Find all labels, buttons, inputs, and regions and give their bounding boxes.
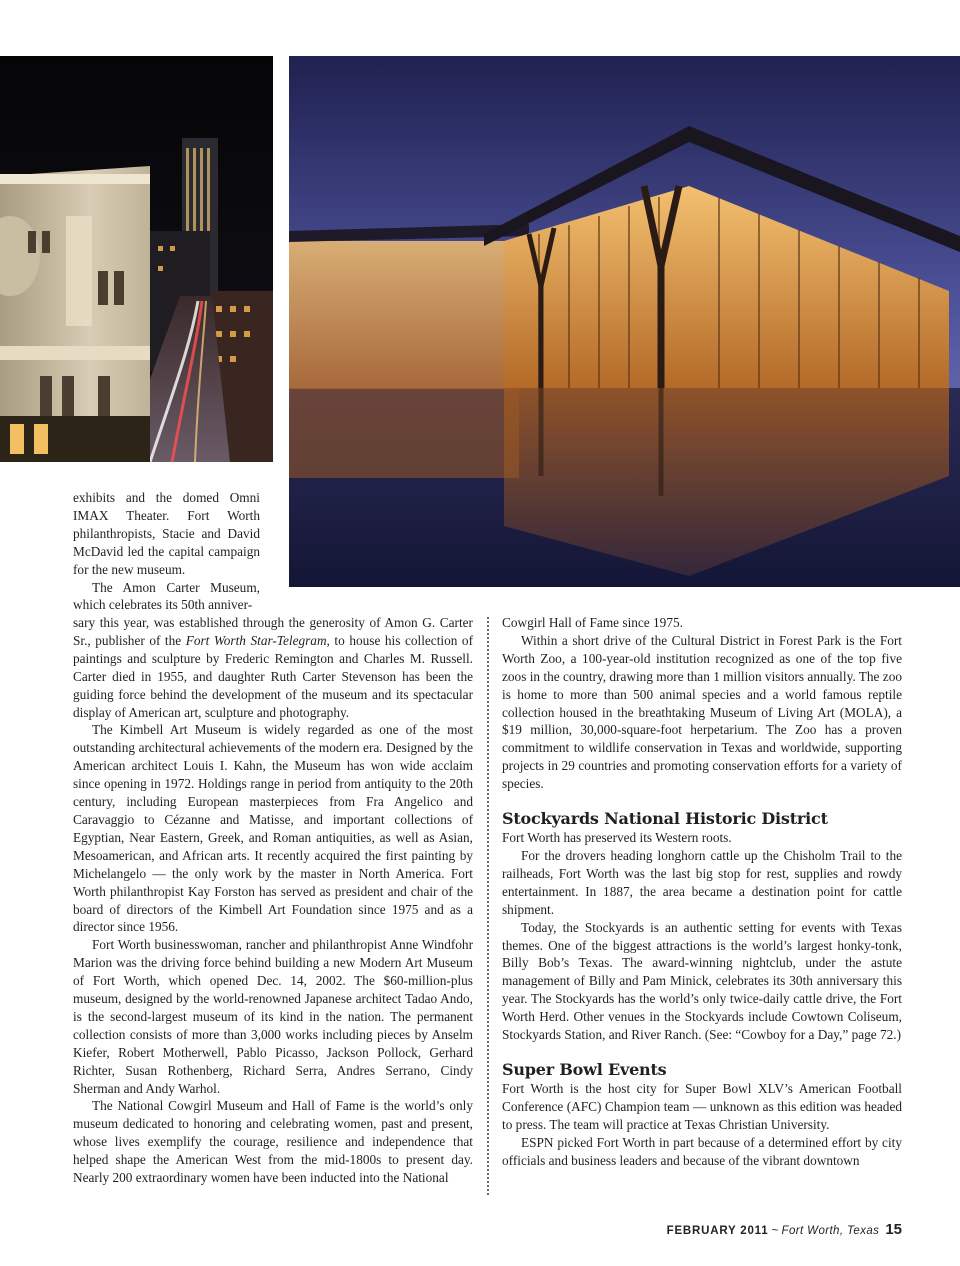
museum-image: [289, 56, 960, 587]
paragraph: Cowgirl Hall of Fame since 1975.: [502, 615, 683, 630]
paragraph: The Amon Carter Museum, which celebrates its 50th anniver-: [73, 579, 260, 613]
paragraph: For the drovers heading longhorn cattle up the Chisholm Trail to the railheads, Fort Worth was the last big stop for rest, supplies and rowdy entertainment. In 1887, the area became a destination point for cattle shipment.: [502, 847, 902, 917]
text-run: to house his collection of paintings and sculpture by Frederic Remington and Charles M. Russell. Carter died in 1955, and daughter Ruth Carter Stevenson has been the guiding force behind the development of the museum and its spectacular display of American art, sculpture and photography.: [73, 632, 473, 720]
section-heading-super-bowl: Super Bowl Events: [502, 1059, 667, 1079]
left-column: [73, 614, 473, 1187]
paragraph: ESPN picked Fort Worth in part because of a determined effort by city officials and business leaders and because of the vibrant downtown: [502, 1134, 902, 1168]
city-night-image: [0, 56, 273, 462]
text-run: sary this year, was established through the generosity of Amon G. Carter Sr., publisher of the: [73, 615, 473, 648]
paragraph-modern-art: Fort Worth businesswoman, rancher and philanthropist Anne Windfohr Marion was the driving force behind building a new Modern Art Museum of Fort Worth, which opened Dec. 14, 2002. The $60-million-plus museum, designed by the world-renowned Japanese architect Tadao Ando, is the second-largest museum of its kind in the nation. The permanent collection consists of more than 3,000 works including pieces by Anselm Kiefer, Robert Motherwell, Pablo Picasso, Jackson Pollock, Gerhard Richter, Susan Rothenberg, Richard Serra, Andres Serrano, Cindy Sherman and Andy Warhol.: [73, 937, 473, 1096]
paragraph: exhibits and the domed Omni IMAX Theater. Fort Worth philanthropists, Stacie and David McDavid led the capital campaign for the new museum.: [73, 490, 260, 577]
paragraph-amon-carter: [73, 614, 473, 721]
paragraph: Fort Worth is the host city for Super Bowl XLV’s American Football Conference (AFC) Champion team — unknown as this edition was headed to press. The team will practice at Texas Christian University.: [502, 1080, 902, 1132]
paragraph: Fort Worth has preserved its Western roots.: [502, 830, 732, 846]
paragraph-cowgirl: The National Cowgirl Museum and Hall of Fame is the world’s only museum dedicated to honoring and celebrating women, past and present, whose lives exemplify the courage, resilience and independence that helped shape the American West from the mid-1800s to present day. Nearly 200 extraordinary women have been inducted into the National: [73, 1098, 473, 1186]
section-heading-stockyards: Stockyards National Historic District: [502, 809, 828, 829]
paragraph-zoo: Within a short drive of the Cultural District in Forest Park is the Fort Worth Zoo, a 100-year-old institution recognized as one of the top five zoos in the country, drawing more than 1 million visitors annually. The zoo is home to more than 500 animal species and a world famous reptile collection housed in the breathtaking Museum of Living Art (MOLA), a $19 million, 30,000-square-foot herpetarium. The Zoo has a proven commitment to wildlife conservation in Texas and worldwide, supporting projects in 29 countries and promoting conservation efforts for a variety of species.: [502, 632, 902, 792]
page-number: 15: [885, 1221, 902, 1238]
paragraph: Today, the Stockyards is an authentic setting for events with Texas themes. One of the biggest attractions is the world’s largest honky-tonk, Billy Bob’s Texas. The award-winning nightclub, under the astute management of Billy and Pam Minick, celebrates its 30th anniversary this year. The Stockyards has the world’s only twice-daily cattle drive, the Fort Worth Herd. Other venues in the Stockyards include Cowtown Coliseum, Stockyards Station, and River Ranch. (See: “Cowboy for a Day,” page 72.): [502, 919, 902, 1043]
narrow-column: [73, 489, 260, 614]
page-footer: [667, 1220, 902, 1240]
issue-date: FEBRUARY 2011: [666, 1225, 769, 1237]
publication-title: Fort Worth, Texas: [781, 1225, 880, 1237]
publication-name: Fort Worth Star-Telegram,: [185, 632, 330, 648]
paragraph-kimbell: The Kimbell Art Museum is widely regarded as one of the most outstanding architectural achievements of the modern era. Designed by the American architect Louis I. Kahn, the Museum has won wide acclaim since opening in 1972. Holdings range in period from antiquity to the 20th century, including European masterpieces from Fra Angelico and Caravaggio to Cézanne and Matisse, and important collections of Egyptian, Near Eastern, Greek, and Roman antiquities, as well as Asian, Mesoamerican, and African arts. It recently acquired the first painting by Michelangelo — the only work by the master in North America. Fort Worth philanthropist Kay Forston has served as president and chair of the board of directors of the Kimbell Art Foundation since 1975 and as a director since 1956.: [73, 722, 473, 935]
museum-photo: [289, 56, 960, 587]
footer-separator: ~: [768, 1225, 782, 1237]
right-column: [502, 614, 902, 1169]
city-night-photo: [0, 56, 273, 462]
column-divider: [487, 617, 489, 1195]
